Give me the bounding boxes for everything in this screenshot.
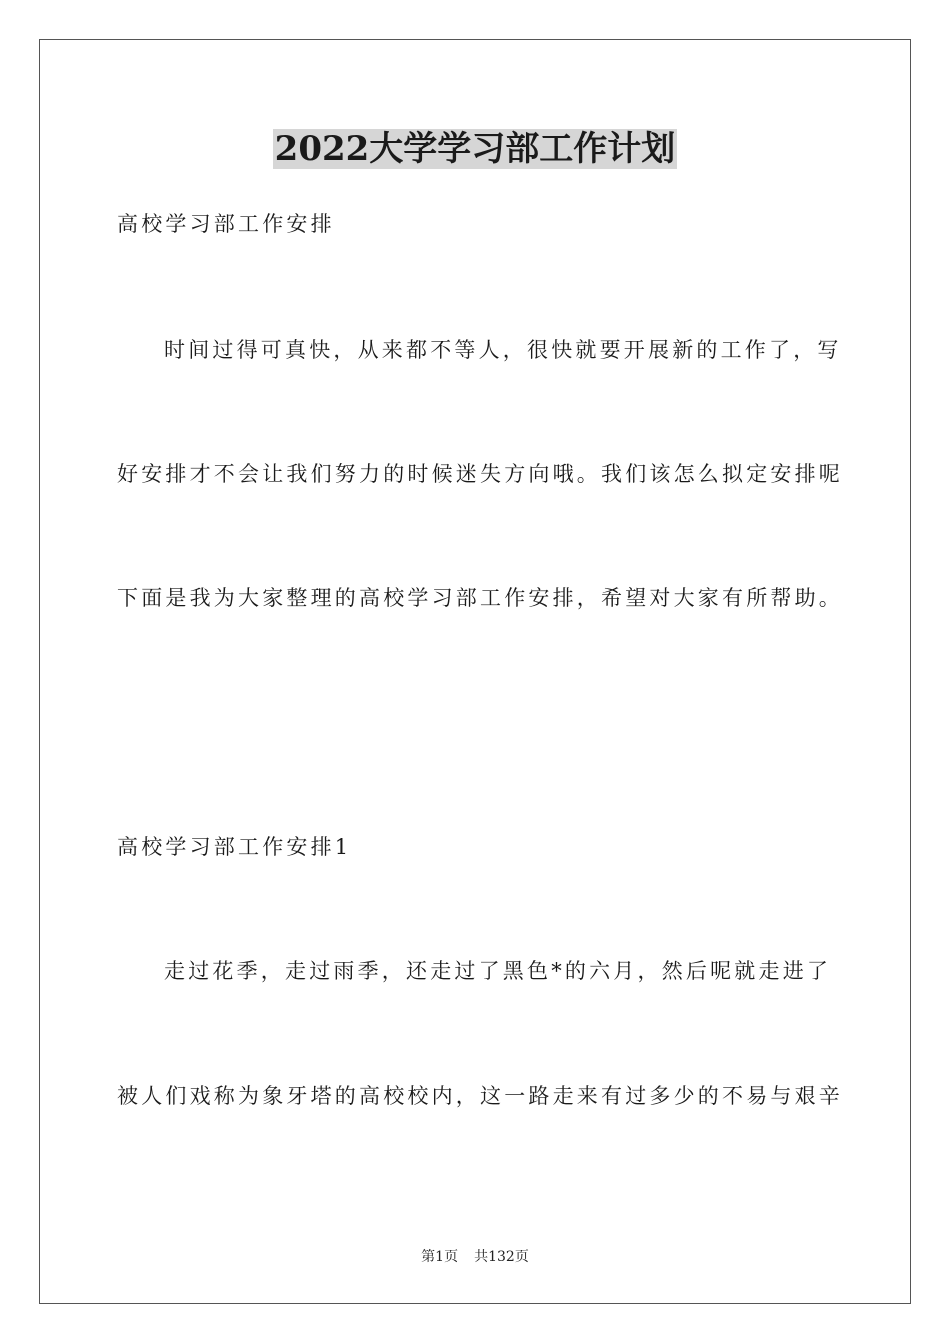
paragraph-line: 被人们戏称为象牙塔的高校校内，这一路走来有过多少的不易与艰辛 [117, 1084, 843, 1108]
paragraph-line: 走过花季，走过雨季，还走过了黑色*的六月，然后呢就走进了 [164, 959, 832, 983]
section-heading: 高校学习部工作安排1 [117, 835, 352, 859]
paragraph-line: 时间过得可真快，从来都不等人，很快就要开展新的工作了，写 [164, 338, 842, 362]
page-total: 共132页 [474, 1249, 529, 1265]
document-title [0, 127, 950, 171]
document-title-text: 2022大学学习部工作计划 [274, 129, 676, 169]
paragraph-line: 下面是我为大家整理的高校学习部工作安排，希望对大家有所帮助。 [117, 586, 843, 610]
paragraph-line: 好安排才不会让我们努力的时候迷失方向哦。我们该怎么拟定安排呢 [117, 462, 843, 486]
page-footer [0, 1247, 950, 1267]
section-heading: 高校学习部工作安排 [117, 212, 335, 236]
page-number: 第1页 [421, 1249, 459, 1265]
